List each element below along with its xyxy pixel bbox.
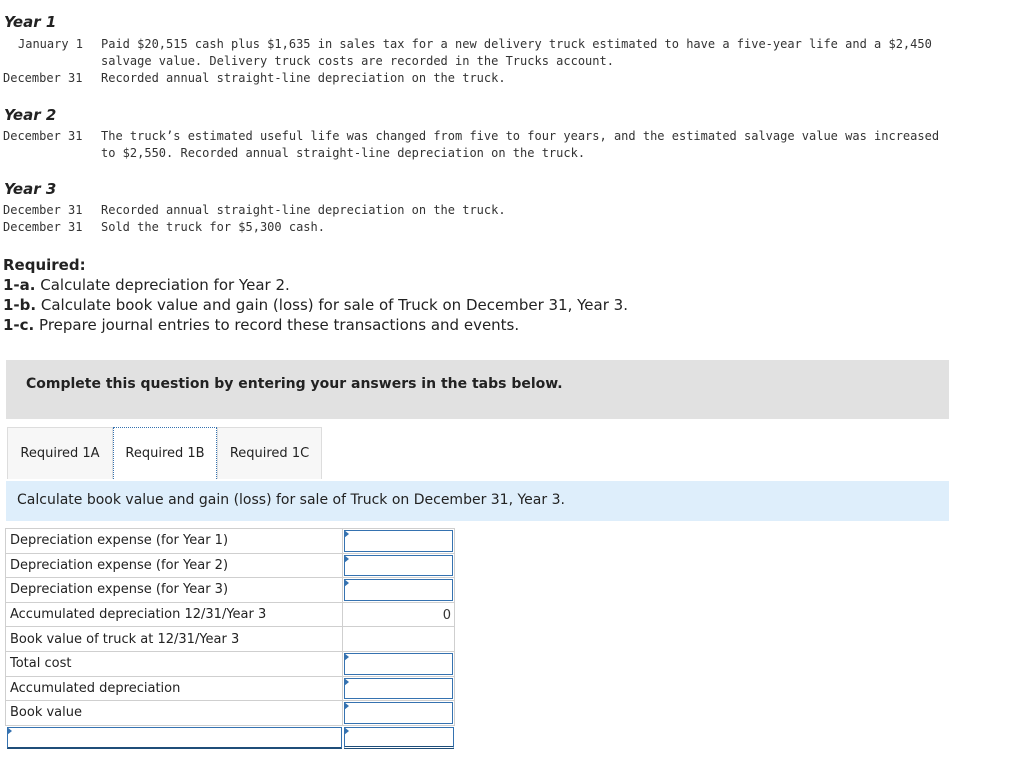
accum-dep-value: 0 — [442, 607, 451, 623]
input-book-value[interactable] — [343, 701, 455, 726]
required-item-1b — [3, 296, 628, 314]
tab-required-1a[interactable]: Required 1A — [7, 427, 113, 479]
required-item-label: 1-c. — [3, 316, 35, 334]
tab-required-1c[interactable]: Required 1C — [217, 427, 322, 479]
table-row — [6, 651, 455, 676]
required-item-label: 1-a. — [3, 276, 36, 294]
year-3-dec-text-a: Recorded annual straight-line depreciation on the truck. — [101, 203, 506, 217]
row-label-dep-year-1: Depreciation expense (for Year 1) — [6, 529, 343, 554]
input-box[interactable] — [344, 555, 453, 577]
input-box[interactable] — [344, 702, 453, 724]
question-prompt-text: Calculate book value and gain (loss) for sale of Truck on December 31, Year 3. — [17, 492, 565, 508]
required-item-text: Calculate book value and gain (loss) for sale of Truck on December 31, Year 3. — [40, 296, 628, 314]
table-row — [6, 676, 455, 701]
input-dep-year-3[interactable] — [343, 578, 455, 603]
year-3-dec-text-b: Sold the truck for $5,300 cash. — [101, 220, 325, 234]
input-marker-icon — [344, 555, 349, 563]
input-dep-year-1[interactable] — [343, 529, 455, 554]
required-item-1a — [3, 276, 290, 294]
row-label-accum-dep: Accumulated depreciation 12/31/Year 3 — [6, 602, 343, 627]
table-row — [6, 627, 455, 652]
required-item-label: 1-b. — [3, 296, 37, 314]
row-label-accumulated-dep: Accumulated depreciation — [6, 676, 343, 701]
required-item-text: Calculate depreciation for Year 2. — [40, 276, 290, 294]
input-box[interactable] — [7, 727, 342, 749]
year-1-dec-date: December 31 — [3, 71, 83, 85]
year-2-title: Year 2 — [4, 106, 57, 124]
input-marker-icon — [7, 727, 12, 735]
table-row — [6, 553, 455, 578]
table-row — [6, 725, 455, 750]
input-gain-loss-value[interactable] — [343, 725, 455, 750]
row-label-book-value-heading: Book value of truck at 12/31/Year 3 — [6, 627, 343, 652]
required-heading: Required: — [3, 256, 86, 274]
table-row — [6, 602, 455, 627]
required-item-text: Prepare journal entries to record these transactions and events. — [39, 316, 520, 334]
input-marker-icon — [344, 579, 349, 587]
year-3-title: Year 3 — [4, 180, 57, 198]
input-gain-loss-label[interactable] — [6, 725, 343, 750]
input-accumulated-dep[interactable] — [343, 676, 455, 701]
input-dep-year-2[interactable] — [343, 553, 455, 578]
required-item-1c — [3, 316, 519, 334]
year-2-dec-line-2: to $2,550. Recorded annual straight-line depreciation on the truck. — [101, 146, 586, 160]
row-label-dep-year-2: Depreciation expense (for Year 2) — [6, 553, 343, 578]
input-marker-icon — [344, 653, 349, 661]
instructions-banner — [6, 360, 949, 419]
tab-required-1b[interactable]: Required 1B — [113, 427, 217, 479]
input-marker-icon — [344, 727, 349, 735]
row-label-dep-year-3: Depreciation expense (for Year 3) — [6, 578, 343, 603]
year-1-jan-date: January 1 — [18, 37, 84, 51]
question-prompt — [6, 481, 949, 521]
year-1-title: Year 1 — [4, 13, 57, 31]
input-total-cost[interactable] — [343, 651, 455, 676]
input-marker-icon — [344, 702, 349, 710]
row-label-total-cost: Total cost — [6, 651, 343, 676]
input-box[interactable] — [344, 727, 454, 749]
input-box[interactable] — [344, 530, 453, 552]
value-empty — [343, 627, 455, 652]
instructions-text: Complete this question by entering your answers in the tabs below. — [26, 376, 563, 392]
input-box[interactable] — [344, 579, 453, 601]
year-1-jan-line-2: salvage value. Delivery truck costs are recorded in the Trucks account. — [101, 54, 614, 68]
input-box[interactable] — [344, 653, 453, 675]
year-1-dec-text: Recorded annual straight-line depreciation on the truck. — [101, 71, 506, 85]
table-row — [6, 529, 455, 554]
input-marker-icon — [344, 530, 349, 538]
year-1-jan-line-1: Paid $20,515 cash plus $1,635 in sales tax for a new delivery truck estimated to have a five-year life and a $2,450 — [101, 37, 932, 51]
year-2-dec-line-1: The truck’s estimated useful life was changed from five to four years, and the estimated salvage value was increased — [101, 129, 940, 143]
year-3-dec-date-a: December 31 — [3, 203, 83, 217]
table-row — [6, 701, 455, 726]
input-marker-icon — [344, 678, 349, 686]
value-accum-dep — [343, 602, 455, 627]
input-box[interactable] — [344, 678, 453, 700]
table-row — [6, 578, 455, 603]
tab-bar — [7, 427, 322, 480]
row-label-book-value: Book value — [6, 701, 343, 726]
year-2-dec-date: December 31 — [3, 129, 83, 143]
year-3-dec-date-b: December 31 — [3, 220, 83, 234]
answer-table — [5, 528, 455, 750]
